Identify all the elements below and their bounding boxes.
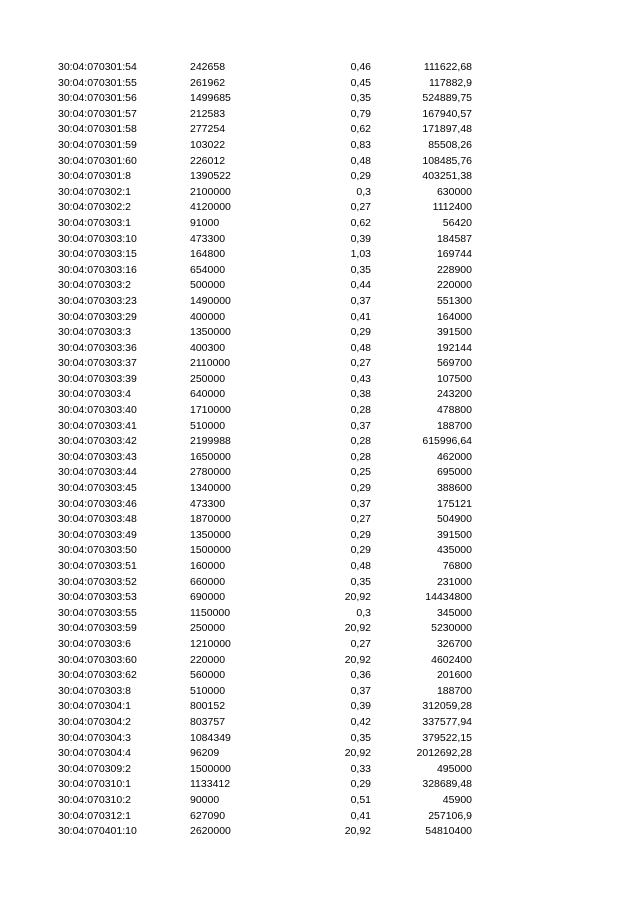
area-value-cell: 90000 bbox=[190, 793, 220, 806]
total-value-cell: 76800 bbox=[442, 560, 472, 572]
total-value-cell: 171897,48 bbox=[422, 123, 472, 136]
area-value-cell: 803757 bbox=[190, 715, 226, 728]
total-value-cell: 85508,26 bbox=[428, 138, 472, 151]
total-value-cell: 117882,9 bbox=[428, 76, 472, 89]
cadastral-number-cell: 30:04:070303:39 bbox=[58, 372, 137, 385]
cadastral-number-cell: 30:04:070303:6 bbox=[58, 637, 131, 650]
area-value-cell: 1500000 bbox=[190, 762, 231, 775]
rate-value-cell: 0,41 bbox=[350, 809, 371, 822]
total-value-cell: 14434800 bbox=[425, 591, 472, 604]
rate-value-cell: 0,62 bbox=[350, 123, 371, 136]
cadastral-number-cell: 30:04:070303:60 bbox=[58, 653, 137, 666]
cadastral-number-cell: 30:04:070303:51 bbox=[58, 560, 137, 572]
area-value-cell: 1710000 bbox=[190, 404, 231, 417]
rate-value-cell: 0,29 bbox=[350, 528, 371, 541]
table-row bbox=[0, 107, 640, 123]
total-value-cell: 4602400 bbox=[431, 653, 472, 666]
rate-value-cell: 0,35 bbox=[350, 731, 371, 744]
table-row bbox=[0, 200, 640, 216]
area-value-cell: 1350000 bbox=[190, 326, 231, 339]
table-row bbox=[0, 824, 640, 840]
cadastral-number-cell: 30:04:070401:10 bbox=[58, 825, 137, 838]
table-row bbox=[0, 653, 640, 669]
rate-value-cell: 20,92 bbox=[344, 747, 371, 760]
total-value-cell: 231000 bbox=[436, 575, 472, 588]
area-value-cell: 261962 bbox=[190, 76, 226, 89]
area-value-cell: 640000 bbox=[190, 388, 226, 401]
rate-value-cell: 0,41 bbox=[350, 310, 371, 323]
total-value-cell: 188700 bbox=[436, 684, 472, 697]
cadastral-number-cell: 30:04:070304:4 bbox=[58, 747, 131, 760]
rate-value-cell: 0,83 bbox=[350, 138, 371, 151]
area-value-cell: 91000 bbox=[190, 216, 220, 229]
cadastral-number-cell: 30:04:070303:45 bbox=[58, 482, 137, 495]
area-value-cell: 164800 bbox=[190, 248, 226, 261]
rate-value-cell: 0,29 bbox=[350, 778, 371, 791]
table-row bbox=[0, 216, 640, 232]
total-value-cell: 188700 bbox=[436, 419, 472, 432]
rate-value-cell: 0,29 bbox=[350, 170, 371, 183]
table-row bbox=[0, 419, 640, 435]
table-row bbox=[0, 434, 640, 450]
table-row bbox=[0, 372, 640, 388]
rate-value-cell: 20,92 bbox=[344, 622, 371, 635]
rate-value-cell: 0,29 bbox=[350, 482, 371, 495]
table-row bbox=[0, 185, 640, 201]
rate-value-cell: 0,48 bbox=[350, 154, 371, 167]
total-value-cell: 524889,75 bbox=[422, 92, 472, 105]
table-row bbox=[0, 387, 640, 403]
cadastral-number-cell: 30:04:070304:3 bbox=[58, 731, 131, 744]
table-row bbox=[0, 325, 640, 341]
cadastral-number-cell: 30:04:070303:10 bbox=[58, 232, 137, 245]
cadastral-number-cell: 30:04:070303:29 bbox=[58, 310, 137, 323]
rate-value-cell: 0,43 bbox=[350, 372, 371, 385]
table-row bbox=[0, 356, 640, 372]
cadastral-number-cell: 30:04:070303:62 bbox=[58, 669, 137, 682]
cadastral-number-cell: 30:04:070303:23 bbox=[58, 294, 137, 307]
rate-value-cell: 0,35 bbox=[350, 575, 371, 588]
cadastral-number-cell: 30:04:070303:41 bbox=[58, 419, 137, 432]
rate-value-cell: 0,44 bbox=[350, 279, 371, 292]
rate-value-cell: 20,92 bbox=[344, 591, 371, 604]
cadastral-number-cell: 30:04:070303:3 bbox=[58, 326, 131, 339]
area-value-cell: 2780000 bbox=[190, 466, 231, 479]
rate-value-cell: 0,3 bbox=[356, 606, 371, 619]
table-row bbox=[0, 575, 640, 591]
cadastral-number-cell: 30:04:070309:2 bbox=[58, 762, 131, 775]
cadastral-number-cell: 30:04:070303:40 bbox=[58, 404, 137, 417]
rate-value-cell: 0,46 bbox=[350, 61, 371, 73]
table-row bbox=[0, 465, 640, 481]
rate-value-cell: 0,28 bbox=[350, 435, 371, 448]
area-value-cell: 212583 bbox=[190, 107, 226, 120]
area-value-cell: 1650000 bbox=[190, 450, 231, 463]
area-value-cell: 1870000 bbox=[190, 513, 231, 526]
total-value-cell: 403251,38 bbox=[422, 170, 472, 183]
area-value-cell: 250000 bbox=[190, 372, 226, 385]
total-value-cell: 54810400 bbox=[425, 825, 472, 838]
cadastral-number-cell: 30:04:070303:42 bbox=[58, 435, 137, 448]
rate-value-cell: 0,37 bbox=[350, 684, 371, 697]
area-value-cell: 400300 bbox=[190, 341, 226, 354]
area-value-cell: 242658 bbox=[190, 61, 226, 73]
table-row bbox=[0, 528, 640, 544]
area-value-cell: 277254 bbox=[190, 123, 226, 136]
area-value-cell: 2620000 bbox=[190, 825, 231, 838]
rate-value-cell: 0,79 bbox=[350, 107, 371, 120]
rate-value-cell: 0,28 bbox=[350, 450, 371, 463]
area-value-cell: 510000 bbox=[190, 419, 226, 432]
area-value-cell: 500000 bbox=[190, 279, 226, 292]
rate-value-cell: 0,25 bbox=[350, 466, 371, 479]
table-row bbox=[0, 481, 640, 497]
rate-value-cell: 0,29 bbox=[350, 326, 371, 339]
area-value-cell: 800152 bbox=[190, 700, 226, 713]
total-value-cell: 495000 bbox=[436, 762, 472, 775]
table-row bbox=[0, 91, 640, 107]
area-value-cell: 1490000 bbox=[190, 294, 231, 307]
total-value-cell: 569700 bbox=[436, 357, 472, 370]
total-value-cell: 1112400 bbox=[432, 201, 472, 214]
rate-value-cell: 0,37 bbox=[350, 419, 371, 432]
cadastral-number-cell: 30:04:070303:4 bbox=[58, 388, 131, 401]
table-row bbox=[0, 278, 640, 294]
rate-value-cell: 0,39 bbox=[350, 232, 371, 245]
rate-value-cell: 0,48 bbox=[350, 560, 371, 572]
cadastral-number-cell: 30:04:070303:49 bbox=[58, 528, 137, 541]
total-value-cell: 326700 bbox=[436, 637, 472, 650]
area-value-cell: 1150000 bbox=[190, 606, 231, 619]
cadastral-number-cell: 30:04:070303:52 bbox=[58, 575, 137, 588]
area-value-cell: 250000 bbox=[190, 622, 226, 635]
total-value-cell: 243200 bbox=[436, 388, 472, 401]
rate-value-cell: 0,37 bbox=[350, 497, 371, 510]
total-value-cell: 184587 bbox=[436, 232, 472, 245]
area-value-cell: 1499685 bbox=[190, 92, 231, 105]
area-value-cell: 473300 bbox=[190, 232, 226, 245]
table-row bbox=[0, 621, 640, 637]
table-row bbox=[0, 247, 640, 263]
cadastral-number-cell: 30:04:070303:2 bbox=[58, 279, 131, 292]
rate-value-cell: 0,36 bbox=[350, 669, 371, 682]
table-row bbox=[0, 746, 640, 762]
cadastral-number-cell: 30:04:070303:50 bbox=[58, 544, 137, 557]
total-value-cell: 478800 bbox=[436, 404, 472, 417]
total-value-cell: 337577,94 bbox=[422, 715, 472, 728]
cadastral-number-cell: 30:04:070310:2 bbox=[58, 793, 131, 806]
rate-value-cell: 0,39 bbox=[350, 700, 371, 713]
area-value-cell: 654000 bbox=[190, 263, 226, 276]
rate-value-cell: 0,27 bbox=[350, 357, 371, 370]
rate-value-cell: 0,35 bbox=[350, 263, 371, 276]
total-value-cell: 5230000 bbox=[431, 622, 472, 635]
table-row bbox=[0, 543, 640, 559]
area-value-cell: 103022 bbox=[190, 138, 226, 151]
area-value-cell: 96209 bbox=[190, 747, 220, 760]
total-value-cell: 615996,64 bbox=[422, 435, 472, 448]
total-value-cell: 462000 bbox=[436, 450, 472, 463]
table-row bbox=[0, 232, 640, 248]
table-row bbox=[0, 403, 640, 419]
cadastral-number-cell: 30:04:070301:8 bbox=[58, 170, 131, 183]
table-row bbox=[0, 668, 640, 684]
rate-value-cell: 0,28 bbox=[350, 404, 371, 417]
cadastral-number-cell: 30:04:070303:37 bbox=[58, 357, 137, 370]
cadastral-number-cell: 30:04:070303:44 bbox=[58, 466, 137, 479]
table-row bbox=[0, 512, 640, 528]
table-row bbox=[0, 169, 640, 185]
table-row bbox=[0, 699, 640, 715]
table-row bbox=[0, 138, 640, 154]
area-value-cell: 660000 bbox=[190, 575, 226, 588]
area-value-cell: 1350000 bbox=[190, 528, 231, 541]
rate-value-cell: 0,37 bbox=[350, 294, 371, 307]
total-value-cell: 111622,68 bbox=[423, 61, 472, 73]
total-value-cell: 220000 bbox=[436, 279, 472, 292]
rate-value-cell: 0,45 bbox=[350, 76, 371, 89]
total-value-cell: 164000 bbox=[436, 310, 472, 323]
area-value-cell: 220000 bbox=[190, 653, 226, 666]
cadastral-number-cell: 30:04:070304:2 bbox=[58, 715, 131, 728]
cadastral-number-cell: 30:04:070310:1 bbox=[58, 778, 131, 791]
area-value-cell: 1084349 bbox=[190, 731, 231, 744]
total-value-cell: 45900 bbox=[442, 793, 472, 806]
cadastral-number-cell: 30:04:070303:55 bbox=[58, 606, 137, 619]
area-value-cell: 2199988 bbox=[190, 435, 231, 448]
area-value-cell: 473300 bbox=[190, 497, 226, 510]
total-value-cell: 108485,76 bbox=[422, 154, 472, 167]
cadastral-number-cell: 30:04:070301:58 bbox=[58, 123, 137, 136]
cadastral-number-cell: 30:04:070303:36 bbox=[58, 341, 137, 354]
total-value-cell: 695000 bbox=[436, 466, 472, 479]
rate-value-cell: 0,27 bbox=[350, 513, 371, 526]
cadastral-number-cell: 30:04:070303:48 bbox=[58, 513, 137, 526]
table-row bbox=[0, 122, 640, 138]
table-row bbox=[0, 263, 640, 279]
total-value-cell: 551300 bbox=[436, 294, 472, 307]
table-row bbox=[0, 76, 640, 92]
total-value-cell: 175121 bbox=[436, 497, 472, 510]
total-value-cell: 56420 bbox=[442, 216, 472, 229]
area-value-cell: 1210000 bbox=[190, 637, 231, 650]
cadastral-number-cell: 30:04:070301:57 bbox=[58, 107, 137, 120]
cadastral-number-cell: 30:04:070303:53 bbox=[58, 591, 137, 604]
cadastral-number-cell: 30:04:070301:59 bbox=[58, 138, 137, 151]
cadastral-number-cell: 30:04:070301:56 bbox=[58, 92, 137, 105]
area-value-cell: 226012 bbox=[190, 154, 226, 167]
total-value-cell: 257106,9 bbox=[428, 809, 472, 822]
area-value-cell: 1133412 bbox=[190, 778, 231, 791]
cadastral-number-cell: 30:04:070303:46 bbox=[58, 497, 137, 510]
total-value-cell: 345000 bbox=[436, 606, 472, 619]
total-value-cell: 192144 bbox=[436, 341, 472, 354]
cadastral-number-cell: 30:04:070301:54 bbox=[58, 61, 137, 73]
rate-value-cell: 0,48 bbox=[350, 341, 371, 354]
cadastral-number-cell: 30:04:070302:2 bbox=[58, 201, 131, 214]
rate-value-cell: 20,92 bbox=[344, 825, 371, 838]
total-value-cell: 228900 bbox=[436, 263, 472, 276]
total-value-cell: 312059,28 bbox=[422, 700, 472, 713]
area-value-cell: 1340000 bbox=[190, 482, 231, 495]
area-value-cell: 627090 bbox=[190, 809, 226, 822]
table-row bbox=[0, 793, 640, 809]
rate-value-cell: 0,42 bbox=[350, 715, 371, 728]
area-value-cell: 4120000 bbox=[190, 201, 231, 214]
rate-value-cell: 0,62 bbox=[350, 216, 371, 229]
area-value-cell: 1390522 bbox=[190, 170, 231, 183]
area-value-cell: 2100000 bbox=[190, 185, 231, 198]
total-value-cell: 328689,48 bbox=[422, 778, 472, 791]
rate-value-cell: 0,3 bbox=[356, 185, 371, 198]
table-row bbox=[0, 637, 640, 653]
rate-value-cell: 0,51 bbox=[350, 793, 371, 806]
table-row bbox=[0, 60, 640, 76]
cadastral-number-cell: 30:04:070312:1 bbox=[58, 809, 131, 822]
total-value-cell: 2012692,28 bbox=[416, 747, 472, 760]
cadastral-number-cell: 30:04:070303:8 bbox=[58, 684, 131, 697]
rate-value-cell: 0,38 bbox=[350, 388, 371, 401]
rate-value-cell: 0,35 bbox=[350, 92, 371, 105]
total-value-cell: 630000 bbox=[436, 185, 472, 198]
table-row bbox=[0, 559, 640, 575]
cadastral-number-cell: 30:04:070304:1 bbox=[58, 700, 131, 713]
total-value-cell: 201600 bbox=[436, 669, 472, 682]
table-row bbox=[0, 590, 640, 606]
cadastral-number-cell: 30:04:070303:16 bbox=[58, 263, 137, 276]
total-value-cell: 391500 bbox=[436, 326, 472, 339]
table-row bbox=[0, 341, 640, 357]
table-row bbox=[0, 497, 640, 513]
rate-value-cell: 0,29 bbox=[350, 544, 371, 557]
table-row bbox=[0, 310, 640, 326]
cadastral-number-cell: 30:04:070303:15 bbox=[58, 248, 137, 261]
table-row bbox=[0, 762, 640, 778]
table-row bbox=[0, 684, 640, 700]
table-row bbox=[0, 731, 640, 747]
table-row bbox=[0, 809, 640, 825]
cadastral-number-cell: 30:04:070301:60 bbox=[58, 154, 137, 167]
area-value-cell: 1500000 bbox=[190, 544, 231, 557]
spreadsheet-table bbox=[0, 60, 640, 840]
area-value-cell: 690000 bbox=[190, 591, 226, 604]
total-value-cell: 379522,15 bbox=[422, 731, 472, 744]
table-row bbox=[0, 606, 640, 622]
total-value-cell: 107500 bbox=[436, 372, 472, 385]
area-value-cell: 2110000 bbox=[190, 357, 231, 370]
table-row bbox=[0, 715, 640, 731]
area-value-cell: 560000 bbox=[190, 669, 226, 682]
rate-value-cell: 1,03 bbox=[350, 248, 371, 261]
total-value-cell: 435000 bbox=[436, 544, 472, 557]
cadastral-number-cell: 30:04:070303:43 bbox=[58, 450, 137, 463]
rate-value-cell: 0,33 bbox=[350, 762, 371, 775]
total-value-cell: 388600 bbox=[436, 482, 472, 495]
total-value-cell: 504900 bbox=[436, 513, 472, 526]
area-value-cell: 160000 bbox=[190, 560, 226, 572]
table-row bbox=[0, 777, 640, 793]
table-row bbox=[0, 294, 640, 310]
rate-value-cell: 0,27 bbox=[350, 637, 371, 650]
rate-value-cell: 0,27 bbox=[350, 201, 371, 214]
total-value-cell: 391500 bbox=[436, 528, 472, 541]
rate-value-cell: 20,92 bbox=[344, 653, 371, 666]
cadastral-number-cell: 30:04:070302:1 bbox=[58, 185, 131, 198]
cadastral-number-cell: 30:04:070301:55 bbox=[58, 76, 137, 89]
cadastral-number-cell: 30:04:070303:1 bbox=[58, 216, 131, 229]
total-value-cell: 167940,57 bbox=[422, 107, 472, 120]
area-value-cell: 510000 bbox=[190, 684, 226, 697]
table-row bbox=[0, 450, 640, 466]
total-value-cell: 169744 bbox=[436, 248, 472, 261]
cadastral-number-cell: 30:04:070303:59 bbox=[58, 622, 137, 635]
table-row bbox=[0, 154, 640, 170]
area-value-cell: 400000 bbox=[190, 310, 226, 323]
